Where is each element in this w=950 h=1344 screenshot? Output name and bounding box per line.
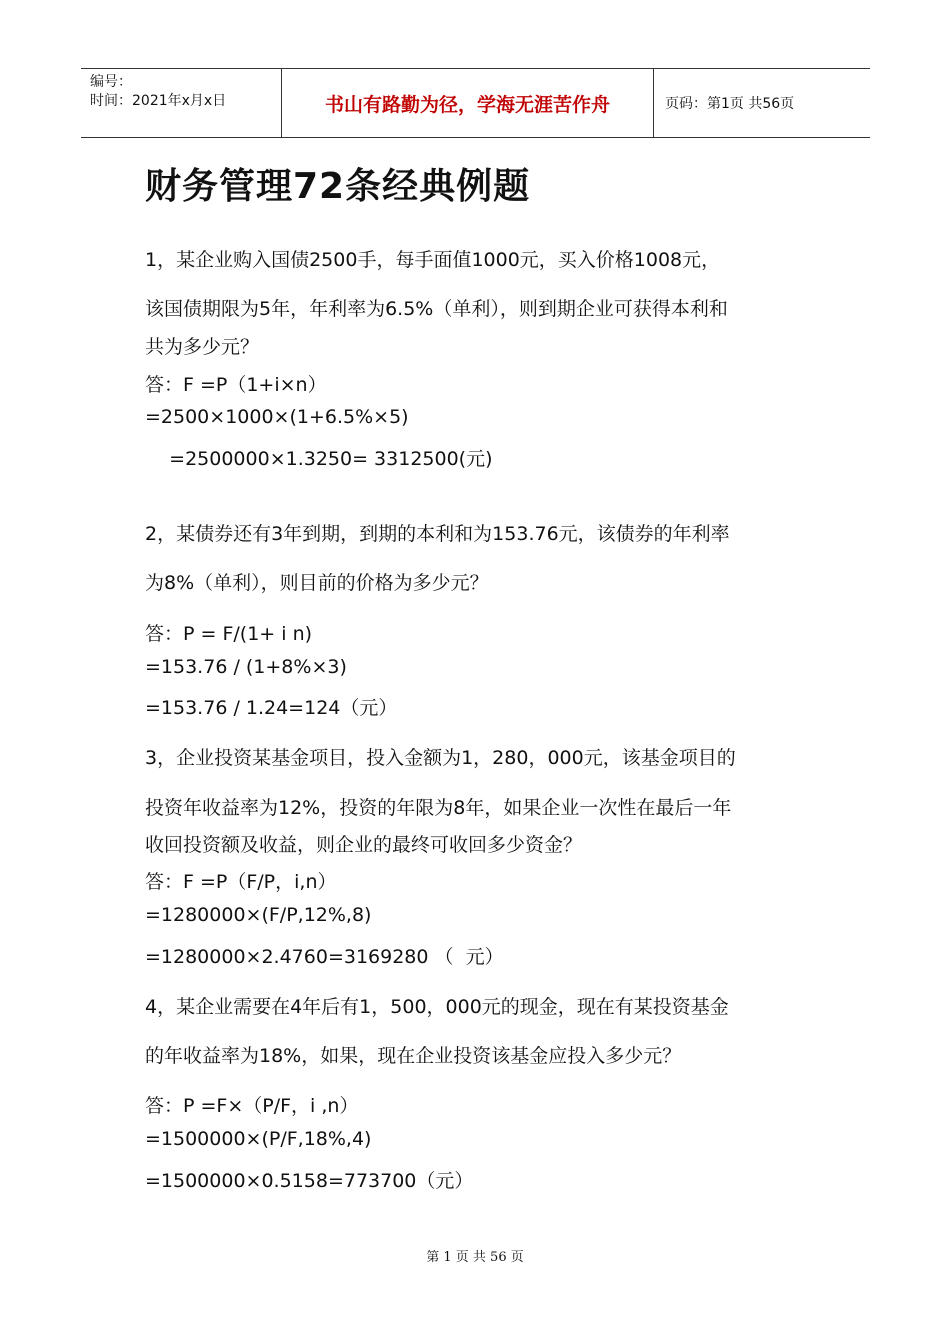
text-line: =1500000×(P/F,18%,4) (145, 1128, 372, 1150)
text-line: =1500000×0.5158=773700（元） (145, 1170, 474, 1192)
text-line: 该国债期限为5年，年利率为6.5%（单利），则到期企业可获得本利和 (145, 298, 728, 320)
text-line: =2500000×1.3250= 3312500(元) (145, 448, 493, 470)
text-line: =153.76 / 1.24=124（元） (145, 697, 398, 719)
text-line: 1，某企业购入国债2500手，每手面值1000元，买入价格1008元， (145, 249, 721, 271)
document-title: 财务管理72条经典例题 (145, 166, 531, 207)
text-line: 的年收益率为18%，如果，现在企业投资该基金应投入多少元？ (145, 1045, 682, 1067)
text-line: =1280000×2.4760=3169280 （ 元） (145, 946, 504, 968)
page-footer: 第 1 页 共 56 页 (426, 1250, 524, 1265)
text-line: 2，某债券还有3年到期，到期的本利和为153.76元，该债券的年利率 (145, 523, 730, 545)
text-line: 投资年收益率为12%，投资的年限为8年，如果企业一次性在最后一年 (145, 797, 732, 819)
document-time-label: 时间：2021年x月x日 (90, 93, 227, 109)
document-number-label: 编号： (90, 74, 132, 90)
text-line: 答：F =P（1+i×n） (145, 374, 327, 396)
text-line: =153.76 / (1+8%×3) (145, 656, 347, 678)
header-motto: 书山有路勤为径，学海无涯苦作舟 (282, 69, 654, 137)
text-line: =1280000×(F/P,12%,8) (145, 904, 372, 926)
header-page-info: 页码：第1页 共56页 (665, 96, 795, 112)
text-line: 4，某企业需要在4年后有1，500，000元的现金，现在有某投资基金 (145, 996, 729, 1018)
header-meta (81, 69, 282, 137)
text-line: 收回投资额及收益，则企业的最终可收回多少资金？ (145, 834, 583, 856)
page-header (81, 68, 870, 138)
text-line: 答：P = F/(1+ i n) (145, 623, 313, 645)
text-line: =2500×1000×(1+6.5%×5) (145, 406, 409, 428)
text-line: 为8%（单利），则目前的价格为多少元？ (145, 572, 489, 594)
text-line: 共为多少元？ (145, 336, 260, 358)
text-line: 答：F =P（F/P，i,n） (145, 871, 337, 893)
text-line: 3，企业投资某基金项目，投入金额为1，280，000元，该基金项目的 (145, 747, 736, 769)
text-line: 答：P =F×（P/F，i ,n） (145, 1095, 359, 1117)
